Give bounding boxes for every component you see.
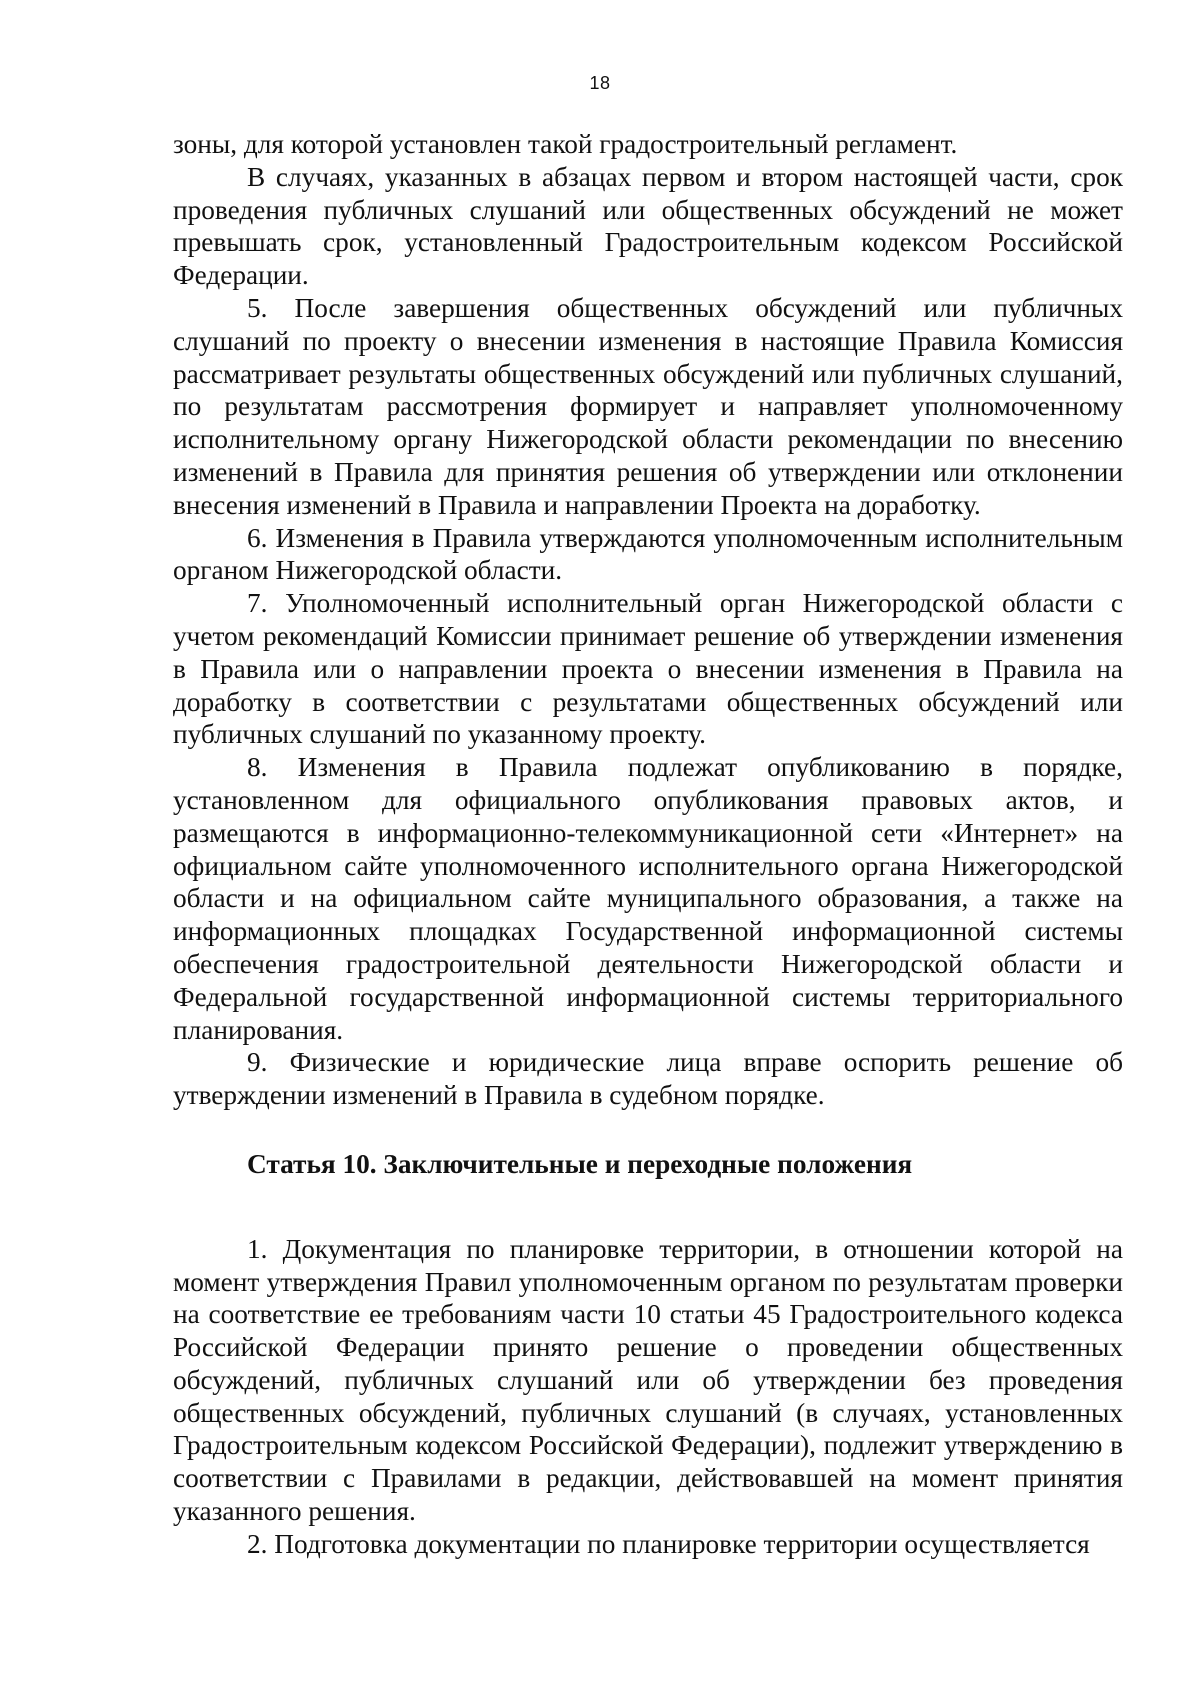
paragraph-item-5: 5. После завершения общественных обсуждений или публичных слушаний по проекту о внесении изменения в настоящие Правила Комиссия рассматривает результаты общественных обсуждений или публичных слушаний, по результатам рассмотрения формирует и направляет уполномоченному исполнительному органу Нижегородской области рекомендации по внесению изменений в Правила для принятия решения об утверждении или отклонении внесения изменений в Правила и направлении Проекта на доработку.: [173, 292, 1123, 520]
paragraph-deadline: В случаях, указанных в абзацах первом и втором настоящей части, срок проведения публичных слушаний или общественных обсуждений не может превышать срок, установленный Градостроительным кодексом Российской Федерации.: [173, 161, 1123, 291]
document-body: [173, 128, 1123, 1561]
paragraph-article10-item-1: 1. Документация по планировке территории, в отношении которой на момент утверждения Правил уполномоченным органом по результатам проверки на соответствие ее требованиям части 10 статьи 45 Градостроительного кодекса Российской Федерации принято решение о проведении общественных обсуждений, публичных слушаний или об утверждении без проведения общественных обсуждений, публичных слушаний (в случаях, установленных Градостроительным кодексом Российской Федерации), подлежит утверждению в соответствии с Правилами в редакции, действовавшей на момент принятия указанного решения.: [173, 1233, 1123, 1527]
page-number: 18: [589, 73, 611, 93]
paragraph-article10-item-2: 2. Подготовка документации по планировке территории осуществляется: [247, 1528, 1090, 1559]
paragraph-item-9: 9. Физические и юридические лица вправе оспорить решение об утверждении изменений в Правила в судебном порядке.: [173, 1047, 1123, 1111]
paragraph-item-8: 8. Изменения в Правила подлежат опубликованию в порядке, установленном для официального опубликования правовых актов, и размещаются в информационно-телекоммуникационной сети «Интернет» на официальном сайте уполномоченного исполнительного органа Нижегородской области и на официальном сайте муниципального образования, а также на информационных площадках Государственной информационной системы обеспечения градостроительной деятельности Нижегородской области и Федеральной государственной информационной системы территориального планирования.: [173, 752, 1123, 1045]
paragraph-item-6: 6. Изменения в Правила утверждаются уполномоченным исполнительным органом Нижегородской области.: [173, 522, 1123, 586]
paragraph-continuation: зоны, для которой установлен такой градостроительный регламент.: [173, 129, 958, 159]
paragraph-item-7: 7. Уполномоченный исполнительный орган Нижегородской области с учетом рекомендаций Комиссии принимает решение об утверждении изменения в Правила или о направлении проекта о внесении изменения в Правила на доработку в соответствии с результатами общественных обсуждений или публичных слушаний по указанному проекту.: [173, 588, 1123, 750]
article-heading: Статья 10. Заключительные и переходные положения: [247, 1148, 913, 1179]
